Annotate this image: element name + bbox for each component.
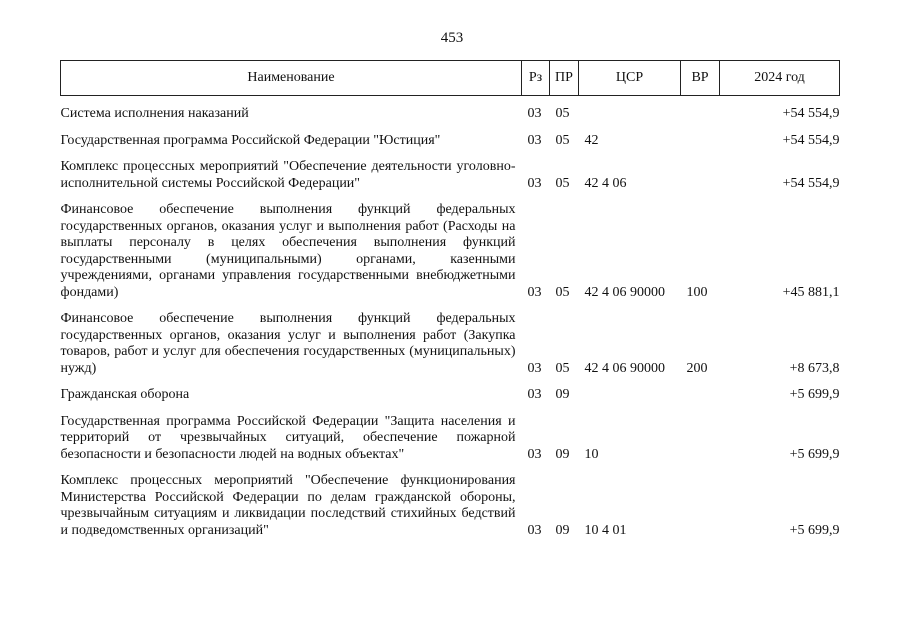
row-amount: +54 554,9 xyxy=(782,106,840,121)
row-pr: 05 xyxy=(555,106,570,121)
row-csr: 42 4 06 xyxy=(584,175,627,191)
row-csr: 10 xyxy=(584,446,599,462)
header-vr: ВР xyxy=(681,61,720,96)
row-pr: 05 xyxy=(555,360,570,376)
budget-table xyxy=(60,60,840,539)
row-csr: 42 4 06 90000 xyxy=(584,284,665,300)
row-name: Система исполнения наказаний xyxy=(60,106,249,121)
table-header xyxy=(61,61,840,96)
table-row xyxy=(61,202,840,301)
row-name: Государственная программа Российской Федерации "Защита населения и территорий от чрезвычайных ситуаций, обеспечение пожарной безопасности и безопасности людей на водных объектах" xyxy=(60,413,516,462)
row-name: Государственная программа Российской Федерации "Юстиция" xyxy=(60,132,441,148)
header-pr: ПР xyxy=(550,61,579,96)
row-pr: 09 xyxy=(555,446,570,462)
row-amount: +54 554,9 xyxy=(782,132,840,148)
row-csr: 42 4 06 90000 xyxy=(584,360,665,376)
row-pr: 05 xyxy=(555,132,570,148)
row-vr xyxy=(681,106,720,123)
header-name: Наименование xyxy=(61,61,522,96)
row-vr: 100 xyxy=(686,284,708,300)
page-number: 453 xyxy=(440,30,464,46)
table-row xyxy=(61,106,840,123)
table-row xyxy=(61,133,840,150)
row-rz: 03 xyxy=(527,175,542,191)
row-csr xyxy=(579,387,681,404)
row-pr: 05 xyxy=(555,284,570,300)
table-body xyxy=(61,96,840,540)
row-pr: 09 xyxy=(555,387,570,402)
row-pr: 09 xyxy=(555,522,570,538)
row-rz: 03 xyxy=(527,446,542,462)
row-vr xyxy=(681,387,720,404)
row-csr: 10 4 01 xyxy=(584,522,627,538)
row-amount: +5 699,9 xyxy=(789,522,840,538)
row-vr xyxy=(681,473,720,539)
row-name: Финансовое обеспечение выполнения функций федеральных государственных органов, оказания услуг и выполнения работ (Закупка товаров, работ и услуг для обеспечения государственных (муниципальных) нужд) xyxy=(60,311,516,376)
row-amount: +5 699,9 xyxy=(789,446,840,462)
row-vr xyxy=(681,159,720,192)
row-rz: 03 xyxy=(527,522,542,538)
row-csr xyxy=(579,106,681,123)
header-csr: ЦСР xyxy=(579,61,681,96)
row-rz: 03 xyxy=(527,132,542,148)
row-name: Комплекс процессных мероприятий "Обеспечение деятельности уголовно-исполнительной системы Российской Федерации" xyxy=(60,159,516,191)
table-row xyxy=(61,414,840,464)
header-rz: Рз xyxy=(522,61,550,96)
table-row xyxy=(61,387,840,404)
table-row xyxy=(61,473,840,539)
row-amount: +8 673,8 xyxy=(789,360,840,376)
row-rz: 03 xyxy=(527,106,542,121)
row-rz: 03 xyxy=(527,360,542,376)
row-vr: 200 xyxy=(686,360,708,376)
row-csr: 42 xyxy=(584,132,599,148)
row-amount: +54 554,9 xyxy=(782,175,840,191)
table-row xyxy=(61,159,840,192)
row-amount: +5 699,9 xyxy=(789,387,840,402)
row-amount: +45 881,1 xyxy=(782,284,840,300)
header-year: 2024 год xyxy=(720,61,840,96)
table-row xyxy=(61,311,840,377)
row-name: Финансовое обеспечение выполнения функций федеральных государственных органов, оказания услуг и выполнения работ (Расходы на выплаты персоналу в целях обеспечения выполнения функций государственными (муниципальными) органами, казенными учреждениями, органами управления государственными внебюджетными фондами) xyxy=(60,202,516,300)
row-rz: 03 xyxy=(527,387,542,402)
row-vr xyxy=(681,414,720,464)
row-name: Комплекс процессных мероприятий "Обеспечение функционирования Министерства Российской Федерации по делам гражданской обороны, чрезвычайным ситуациям и ликвидации последствий стихийных бедствий и подведомственных организаций" xyxy=(60,473,516,538)
row-rz: 03 xyxy=(527,284,542,300)
row-vr xyxy=(681,133,720,150)
row-name: Гражданская оборона xyxy=(60,387,190,402)
row-pr: 05 xyxy=(555,175,570,191)
